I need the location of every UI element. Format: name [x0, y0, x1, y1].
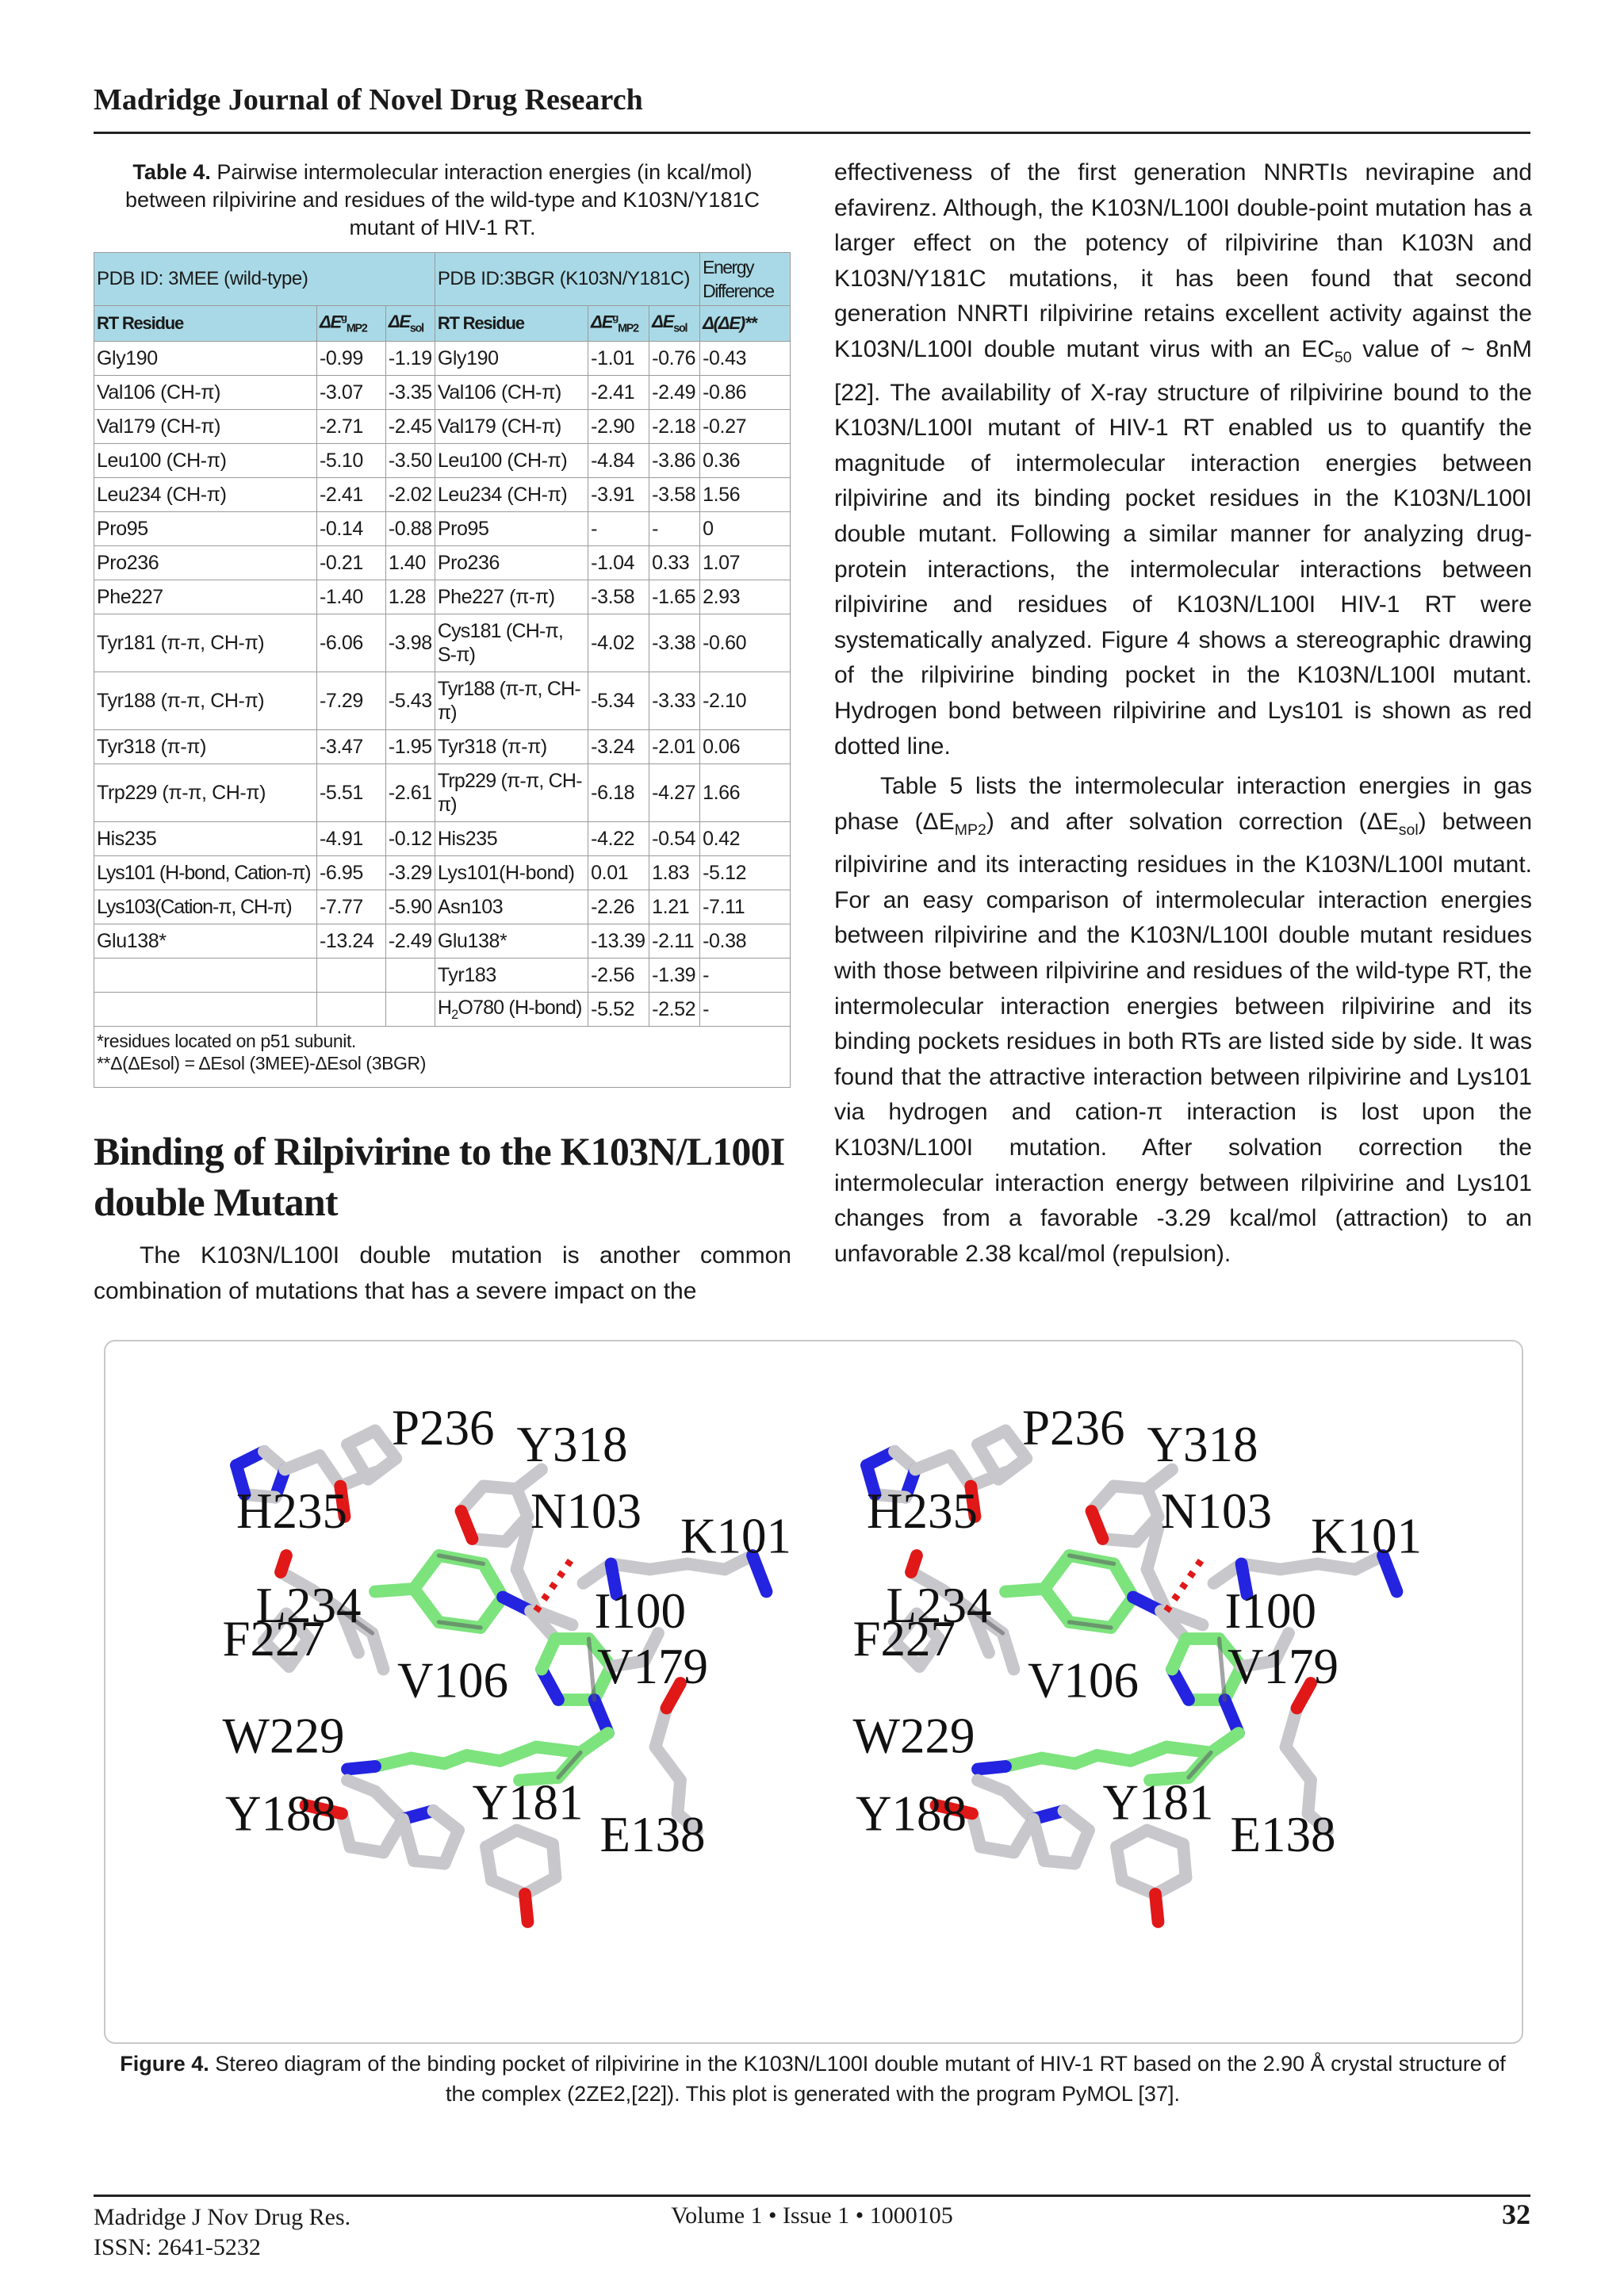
table-cell: Lys103(Cation-π, CH-π)	[94, 890, 317, 924]
table-cell: -3.07	[316, 376, 385, 410]
bond-stick	[1003, 1633, 1014, 1670]
table-row	[94, 856, 791, 890]
residue-label: K101	[1311, 1508, 1422, 1564]
table-cell: -2.49	[649, 376, 700, 410]
bond-stick	[403, 1820, 414, 1862]
figure-caption	[111, 2049, 1515, 2109]
col-header-sub-sol: sol	[673, 322, 688, 335]
table-cell: Pro236	[94, 546, 317, 580]
table-cell: Leu100 (CH-π)	[94, 444, 317, 478]
table-cell: -13.24	[316, 924, 385, 959]
molecule-structure	[853, 1400, 1423, 1922]
residue-label: V179	[597, 1639, 709, 1694]
table-cell: $H_2O780$ (H-bond)	[435, 993, 588, 1027]
table-cell: -3.86	[649, 444, 700, 478]
table-row	[94, 342, 791, 376]
table-cell: His235	[435, 822, 588, 856]
residue-label: E138	[1230, 1806, 1336, 1862]
residue-label: P236	[392, 1400, 495, 1456]
table-cell: Lys101 (H-bond, Cation-π)	[94, 856, 317, 890]
table-cell: -	[649, 512, 700, 546]
footer-journal-abbrev: Madridge J Nov Drug Res.	[94, 2204, 351, 2230]
table-cell: -2.52	[649, 993, 700, 1027]
table-cell: -2.45	[385, 410, 435, 444]
stereo-panel-left	[223, 1400, 792, 1922]
residue-label: W229	[852, 1708, 975, 1764]
table-cell: 1.66	[700, 764, 791, 822]
table-cell: Tyr318 (π-π)	[94, 730, 317, 764]
table-cell: -0.38	[700, 924, 791, 959]
table-cell: -3.58	[588, 580, 649, 614]
residue-label: I100	[594, 1583, 686, 1639]
table-cell: -1.65	[649, 580, 700, 614]
table-cell: Glu138*	[94, 924, 317, 959]
table-cell: Leu234 (CH-π)	[435, 478, 588, 512]
table-footnote-2: **Δ(ΔEsol) = ΔEsol (3MEE)-ΔEsol (3BGR)	[97, 1053, 426, 1073]
table-cell: -0.99	[316, 342, 385, 376]
col-header-sub-mp2: MP2	[618, 322, 638, 335]
table-cell: His235	[94, 822, 317, 856]
bond-stick	[1155, 1894, 1159, 1922]
table-cell: -3.33	[649, 672, 700, 730]
table-cell	[385, 993, 435, 1027]
table-cell: -1.19	[385, 342, 435, 376]
table-cell: -5.12	[700, 856, 791, 890]
residue-label: W229	[222, 1708, 345, 1764]
table-cell: 0.01	[588, 856, 649, 890]
table-cell: -5.10	[316, 444, 385, 478]
residue-label: L234	[886, 1578, 992, 1633]
residue-label: Y318	[1147, 1417, 1258, 1472]
table-cell: -3.38	[649, 614, 700, 672]
col-header-de-mp2	[316, 306, 385, 342]
table-cell: Pro95	[435, 512, 588, 546]
table-cell: Tyr318 (π-π)	[435, 730, 588, 764]
table-cell: -2.49	[385, 924, 435, 959]
col-header-dde-text: Δ(ΔE)**	[703, 313, 756, 333]
figure-4-stereo-diagram	[104, 1340, 1523, 2044]
residue-label: V106	[397, 1652, 508, 1709]
residue-label: L234	[255, 1578, 362, 1633]
table-cell: -0.12	[385, 822, 435, 856]
footer-volume-issue: Volume 1 • Issue 1 • 1000105	[671, 2202, 953, 2229]
right-column	[834, 155, 1532, 1272]
table-cell: -3.91	[588, 478, 649, 512]
bond-stick	[978, 1766, 1005, 1770]
table-cell: -3.35	[385, 376, 435, 410]
table-cell: -2.02	[385, 478, 435, 512]
residue-label: H235	[867, 1483, 978, 1539]
bond-stick	[373, 1633, 384, 1670]
bond-stick	[1033, 1820, 1044, 1862]
col-header-rt-residue-mutant: RT Residue	[435, 306, 588, 342]
table-cell: Gly190	[94, 342, 317, 376]
header-rule	[94, 132, 1530, 134]
table-cell: -	[700, 993, 791, 1027]
bond-stick	[525, 1894, 528, 1922]
table-cell: -4.91	[316, 822, 385, 856]
table-footnotes	[94, 1027, 791, 1088]
table-caption	[94, 159, 791, 242]
bond-stick	[1172, 1639, 1186, 1670]
bond-stick	[542, 1639, 556, 1670]
table-cell: Pro236	[435, 546, 588, 580]
right-paragraph-2: Table 5 lists the intermolecular interaction energies in gas phase $(\Delta E_{MP2})$ and after solvation correction $(\Delta E_{sol})$ between rilpivirine and its interacting residues in the K103N/L100I mutant. For an easy comparison of intermolecular interaction energies between rilpivirine and the K103N/L100I double mutant residues with those between rilpivirine and residues of the wild-type RT, the intermolecular interaction energies between rilpivirine and its binding pockets residues in both RTs are listed side by side. It was found that the attractive interaction between rilpivirine and Lys101 via hydrogen and cation-π interaction is lost upon the K103N/L100I mutation. After solvation correction the intermolecular interaction energy between rilpivirine and Lys101 changes from a favorable -3.29 kcal/mol (attraction) to an unfavorable 2.38 kcal/mol (repulsion).	[834, 773, 1532, 1267]
table-cell: -3.98	[385, 614, 435, 672]
figure-label: Figure 4.	[120, 2052, 209, 2076]
col-header-sub-sol: sol	[409, 322, 423, 335]
table-row	[94, 924, 791, 959]
table-cell: -1.39	[649, 959, 700, 993]
table-caption-text: Pairwise intermolecular interaction energies (in kcal/mol) between rilpivirine and residues of the wild-type and K103N/Y181C mutant of HIV-1 RT.	[125, 160, 760, 239]
table-row	[94, 376, 791, 410]
table-cell: -1.01	[588, 342, 649, 376]
table-cell	[316, 959, 385, 993]
table-row	[94, 580, 791, 614]
residue-label: F227	[852, 1611, 956, 1667]
footer-issn: ISSN: 2641-5232	[94, 2234, 261, 2260]
table-cell: Tyr188 (π-π, CH-π)	[94, 672, 317, 730]
table-cell: -6.95	[316, 856, 385, 890]
table-cell: -3.50	[385, 444, 435, 478]
table-row	[94, 730, 791, 764]
table-cell: -0.43	[700, 342, 791, 376]
col-header-de-symbol: ΔE	[591, 312, 613, 332]
col-header-rt-residue: RT Residue	[94, 306, 317, 342]
table-cell: -3.29	[385, 856, 435, 890]
table-cell	[94, 959, 317, 993]
residue-label: I100	[1224, 1583, 1316, 1639]
table-cell: Tyr183	[435, 959, 588, 993]
table-cell: Phe227 (π-π)	[435, 580, 588, 614]
col-header-sup: g	[340, 312, 347, 324]
table-cell: 2.93	[700, 580, 791, 614]
residue-label: K101	[680, 1508, 792, 1564]
table-cell: -2.90	[588, 410, 649, 444]
table-footnote-row	[94, 1027, 791, 1088]
table-cell: -2.01	[649, 730, 700, 764]
col-header-de-symbol: ΔE	[388, 312, 410, 332]
table-cell: -2.10	[700, 672, 791, 730]
residue-label: V179	[1228, 1639, 1339, 1694]
bond-stick	[1044, 1589, 1070, 1622]
table-row	[94, 890, 791, 924]
table-cell: -0.86	[700, 376, 791, 410]
residue-label: Y318	[516, 1417, 628, 1472]
table-cell: -2.61	[385, 764, 435, 822]
table-cell: -3.58	[649, 478, 700, 512]
table-cell: 0.33	[649, 546, 700, 580]
footer-rule	[94, 2195, 1530, 2197]
hydrogen-bond	[536, 1559, 573, 1612]
residue-label: V106	[1028, 1652, 1139, 1709]
bond-stick	[347, 1766, 375, 1770]
residue-label: H235	[236, 1483, 347, 1539]
col-header-de-sol-mutant	[649, 306, 700, 342]
residue-label: P236	[1022, 1400, 1125, 1456]
table-cell: -5.90	[385, 890, 435, 924]
table-cell: -6.06	[316, 614, 385, 672]
table-cell: -2.11	[649, 924, 700, 959]
table-cell: Asn103	[435, 890, 588, 924]
table-row	[94, 614, 791, 672]
table-cell	[94, 993, 317, 1027]
table-group-header-row	[94, 253, 791, 306]
table-cell: -7.29	[316, 672, 385, 730]
table-cell: 0.06	[700, 730, 791, 764]
table-cell: 0.42	[700, 822, 791, 856]
col-header-de-sol	[385, 306, 435, 342]
table-cell: -1.40	[316, 580, 385, 614]
table-cell: Glu138*	[435, 924, 588, 959]
bond-stick	[462, 1511, 473, 1539]
table-column-header-row	[94, 306, 791, 342]
stereo-molecule-image	[105, 1341, 1522, 2042]
bond-stick	[281, 1556, 286, 1572]
table-cell: Val179 (CH-π)	[435, 410, 588, 444]
bond-stick	[911, 1556, 917, 1572]
table-cell: -6.18	[588, 764, 649, 822]
table-cell: -2.71	[316, 410, 385, 444]
group-header-wildtype: PDB ID: 3MEE (wild-type)	[94, 253, 435, 306]
table-row	[94, 478, 791, 512]
figure-caption-text: Stereo diagram of the binding pocket of rilpivirine in the K103N/L100I double mutant of HIV-1 RT based on the 2.90 Å crystal structure of the complex (2ZE2,[22]). This plot is generated with the program PyMOL [37].	[215, 2052, 1506, 2106]
table-cell: Trp229 (π-π, CH-π)	[435, 764, 588, 822]
table-cell: -5.43	[385, 672, 435, 730]
table-cell: 1.40	[385, 546, 435, 580]
table-cell: 1.28	[385, 580, 435, 614]
col-header-de-symbol: ΔE	[319, 312, 341, 332]
table-cell: Tyr188 (π-π, CH-π)	[435, 672, 588, 730]
table-cell: Val179 (CH-π)	[94, 410, 317, 444]
col-header-de-symbol: ΔE	[652, 312, 674, 332]
table-cell: Cys181 (CH-π, S-π)	[435, 614, 588, 672]
residue-label: Y188	[856, 1785, 967, 1842]
table-cell: -	[700, 959, 791, 993]
table-row	[94, 822, 791, 856]
table-cell: -4.22	[588, 822, 649, 856]
table-cell: -0.54	[649, 822, 700, 856]
table-row	[94, 410, 791, 444]
bond-stick	[414, 1589, 439, 1622]
table-row	[94, 444, 791, 478]
table-cell: 0.36	[700, 444, 791, 478]
residue-label: Y188	[225, 1785, 336, 1842]
table-cell	[385, 959, 435, 993]
left-paragraph: The K103N/L100I double mutation is another common combination of mutations that has a severe impact on the	[94, 1242, 791, 1304]
table-cell: -0.21	[316, 546, 385, 580]
table-cell: -2.41	[588, 376, 649, 410]
table-cell: -7.77	[316, 890, 385, 924]
table-cell: -7.11	[700, 890, 791, 924]
group-header-mutant: PDB ID:3BGR (K103N/Y181C)	[435, 253, 699, 306]
col-header-sub-mp2: MP2	[346, 322, 367, 335]
table-cell: -5.51	[316, 764, 385, 822]
right-paragraph-1: effectiveness of the first generation NNRTIs nevirapine and efavirenz. Although, the K103N/L100I double-point mutation has a larger effect on the potency of rilpivirine than K103N and K103N/Y181C mutations, it has been found that second generation NNRTI rilpivirine retains excellent activity against the K103N/L100I double mutant virus with an $EC_{50}$ value of ~ 8nM [22]. The availability of X-ray structure of rilpivirine bound to the K103N/L100I mutant of HIV-1 RT enabled us to quantify the magnitude of intermolecular interaction energies between rilpivirine and its binding pocket residues in the K103N/L100I double mutant. Following a similar manner for analyzing drug-protein interactions, the intermolecular interactions between rilpivirine and residues of K103N/L100I HIV-1 RT were systematically analyzed. Figure 4 shows a stereographic drawing of the rilpivirine binding pocket in the K103N/L100I mutant. Hydrogen bond between rilpivirine and Lys101 is shown as red dotted line.	[834, 159, 1532, 760]
table-cell: Val106 (CH-π)	[435, 376, 588, 410]
table-cell: Phe227	[94, 580, 317, 614]
table-cell: -3.47	[316, 730, 385, 764]
table-cell: -4.27	[649, 764, 700, 822]
table-cell: 1.56	[700, 478, 791, 512]
table-label: Table 4.	[132, 160, 211, 184]
table-cell: -0.60	[700, 614, 791, 672]
table-cell: -0.14	[316, 512, 385, 546]
table-cell: 0	[700, 512, 791, 546]
table-cell: -2.26	[588, 890, 649, 924]
interaction-energy-table	[94, 252, 791, 1088]
table-cell: -1.04	[588, 546, 649, 580]
residue-label: F227	[222, 1611, 326, 1667]
residue-label: N103	[530, 1483, 642, 1539]
table-cell: -5.52	[588, 993, 649, 1027]
section-heading: Binding of Rilpivirine to the K103N/L100I double Mutant	[94, 1129, 785, 1224]
group-header-difference: Energy Difference	[700, 253, 791, 306]
table-cell: Leu100 (CH-π)	[435, 444, 588, 478]
table-cell: 1.83	[649, 856, 700, 890]
table-row	[94, 959, 791, 993]
bond-stick	[486, 1847, 492, 1881]
page-number: 32	[1502, 2198, 1530, 2230]
residue-label: E138	[599, 1806, 706, 1862]
table-row	[94, 672, 791, 730]
bond-stick	[1116, 1847, 1122, 1881]
table-cell: -3.24	[588, 730, 649, 764]
table-row	[94, 993, 791, 1027]
table-cell: Gly190	[435, 342, 588, 376]
table-cell: Leu234 (CH-π)	[94, 478, 317, 512]
table-cell: 1.21	[649, 890, 700, 924]
table-cell: -2.41	[316, 478, 385, 512]
table-cell: -13.39	[588, 924, 649, 959]
table-cell: -4.02	[588, 614, 649, 672]
table-cell: Val106 (CH-π)	[94, 376, 317, 410]
table-cell: Trp229 (π-π, CH-π)	[94, 764, 317, 822]
residue-label: Y181	[1102, 1774, 1214, 1831]
journal-title: Madridge Journal of Novel Drug Research	[94, 83, 643, 117]
table-cell: -5.34	[588, 672, 649, 730]
col-header-de-mp2-mutant	[588, 306, 649, 342]
table-cell: Tyr181 (π-π, CH-π)	[94, 614, 317, 672]
col-header-delta-delta-e	[700, 306, 791, 342]
table-cell: -4.84	[588, 444, 649, 478]
molecule-structure	[223, 1400, 792, 1922]
table-cell: -	[588, 512, 649, 546]
table-row	[94, 546, 791, 580]
residue-label: Y181	[472, 1774, 584, 1831]
table-row	[94, 764, 791, 822]
hydrogen-bond	[1166, 1559, 1203, 1612]
table-cell: -0.27	[700, 410, 791, 444]
table-row	[94, 512, 791, 546]
table-footnote-1: *residues located on p51 subunit.	[97, 1031, 356, 1051]
table-cell: -0.76	[649, 342, 700, 376]
table-cell: -1.95	[385, 730, 435, 764]
table-cell: -0.88	[385, 512, 435, 546]
bond-stick	[1092, 1511, 1103, 1539]
table-cell	[316, 993, 385, 1027]
residue-label: N103	[1161, 1483, 1272, 1539]
table-cell: 1.07	[700, 546, 791, 580]
table-cell: -2.56	[588, 959, 649, 993]
table-cell: -2.18	[649, 410, 700, 444]
table-cell: Pro95	[94, 512, 317, 546]
stereo-panel-right	[853, 1400, 1423, 1922]
table-cell: Lys101(H-bond)	[435, 856, 588, 890]
col-header-sup: g	[612, 312, 619, 324]
